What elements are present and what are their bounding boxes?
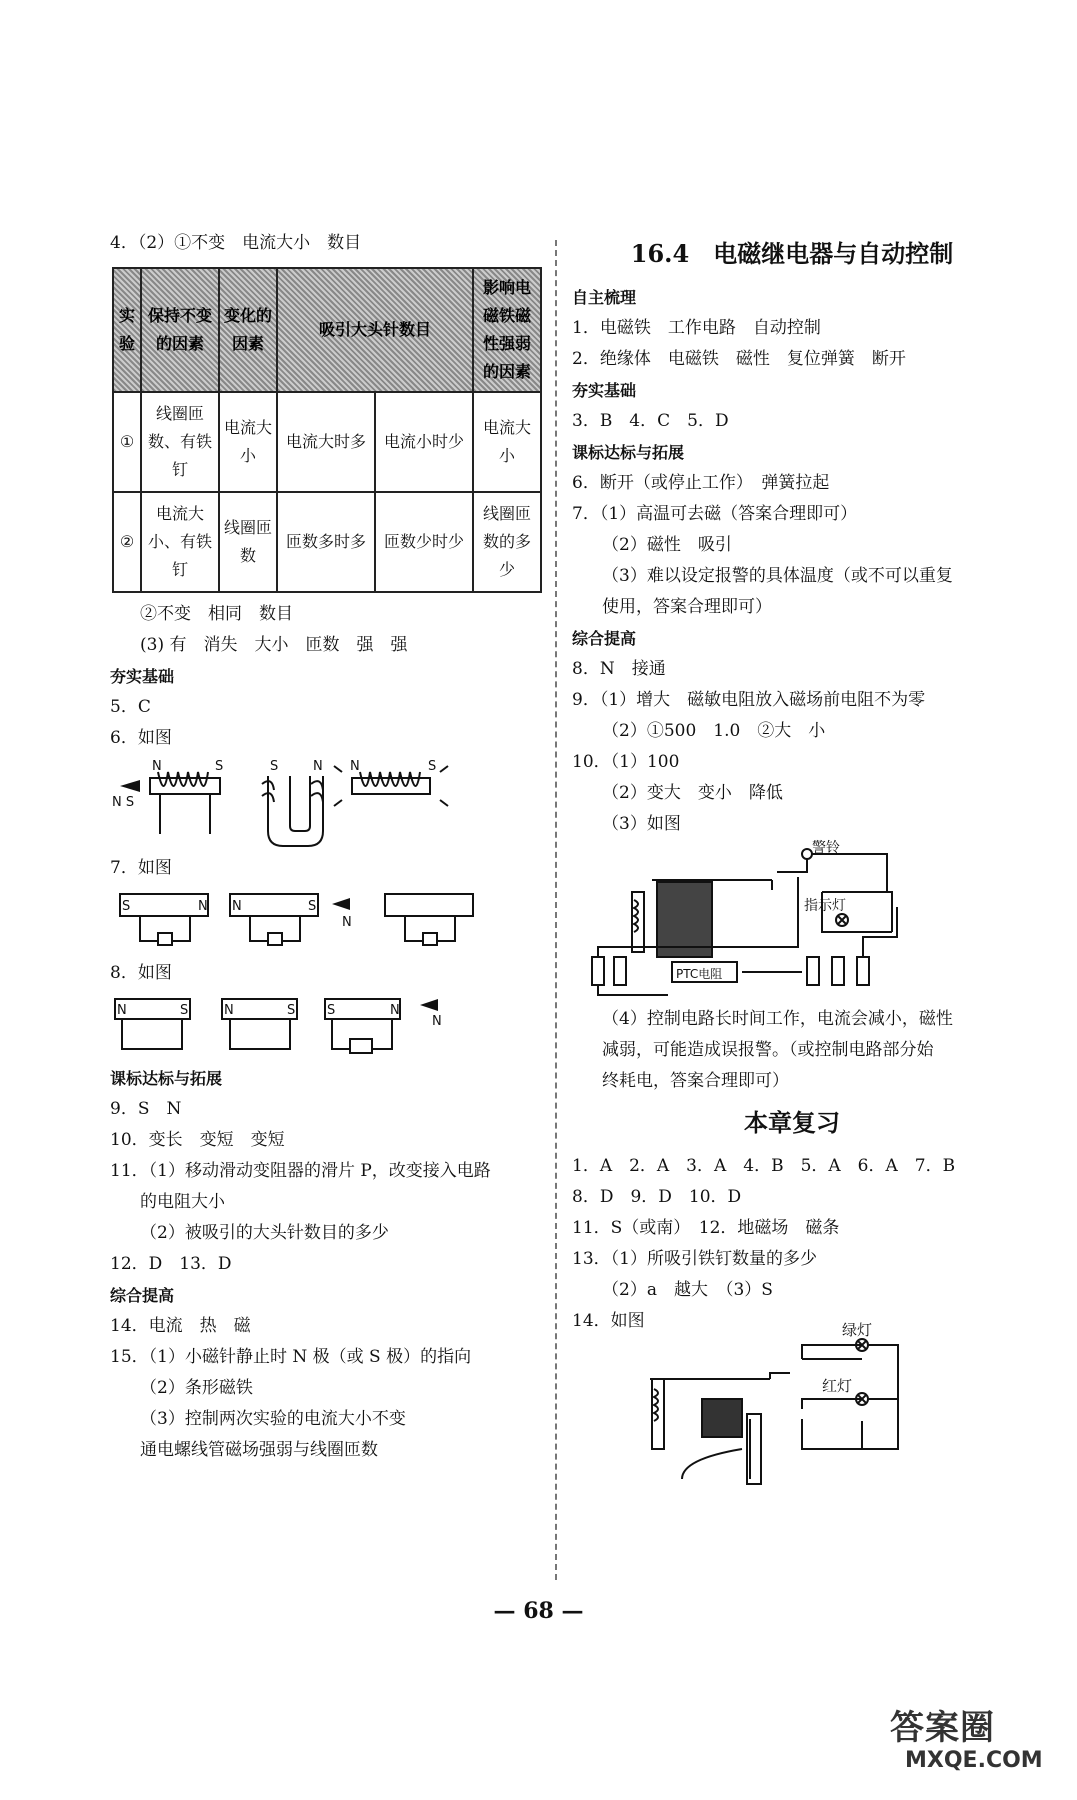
table-cell: 电流大时多	[277, 392, 375, 492]
table-cell: 线圈匝数的多少	[473, 492, 541, 592]
answer-r10-4: （4）控制电路长时间工作，电流会减小，磁性	[602, 1009, 953, 1029]
figure-6-solenoids	[110, 756, 540, 851]
answer-r7-2: （2）磁性 吸引	[602, 535, 732, 555]
answer-r10-4-cont2: 终耗电，答案合理即可）	[602, 1071, 789, 1091]
table-row	[113, 492, 541, 592]
review-answers-5: （2）a 越大 （3）S	[602, 1280, 773, 1300]
svg-text:N: N	[342, 915, 352, 930]
svg-text:N S: N S	[112, 795, 135, 810]
answer-r2: 2．绝缘体 电磁铁 磁性 复位弹簧 断开	[572, 349, 906, 369]
right-column	[572, 228, 1012, 1491]
answer-r10-3: （3）如图	[602, 814, 681, 834]
table-header: 吸引大头针数目	[277, 268, 473, 392]
watermark-logo: 答案圈	[890, 1708, 995, 1748]
svg-text:N: N	[152, 759, 162, 774]
answer-r7-cont: 使用，答案合理即可）	[602, 597, 772, 617]
answer-11: 11．（1）移动滑动变阻器的滑片 P，改变接入电路	[110, 1161, 491, 1181]
svg-text:N: N	[198, 899, 208, 914]
answer-r7-3: （3）难以设定报警的具体温度（或不可以重复	[602, 566, 953, 586]
svg-text:N: N	[313, 759, 323, 774]
svg-text:N: N	[350, 759, 360, 774]
table-header: 保持不变的因素	[141, 268, 219, 392]
section-heading: 课标达标与拓展	[110, 1069, 223, 1088]
svg-text:S: S	[308, 899, 317, 914]
green-lamp-label: 绿灯	[842, 1321, 873, 1339]
answer-r10-4-cont: 减弱，可能造成误报警。（或控制电路部分始	[602, 1040, 934, 1060]
answer-9: 9．S N	[110, 1099, 182, 1119]
answer-15-4: 通电螺线管磁场强弱与线圈匝数	[140, 1440, 378, 1460]
column-divider	[555, 240, 557, 1580]
figure-10-alarm-circuit	[572, 842, 1002, 1002]
review-answers-2: 8．D 9．D 10．D	[572, 1187, 742, 1207]
answer-7: 7．如图	[110, 858, 172, 878]
table-cell: 电流大小	[473, 392, 541, 492]
svg-text:N: N	[432, 1014, 442, 1029]
svg-text:S: S	[215, 759, 224, 774]
answer-4: 4．（2）①不变 电流大小 数目	[110, 233, 362, 253]
answer-r10-2: （2）变大 变小 降低	[602, 783, 783, 803]
svg-text:S: S	[287, 1003, 296, 1018]
answer-r9-2: （2）①500 1.0 ②大 小	[602, 721, 826, 741]
table-row	[113, 392, 541, 492]
section-heading: 综合提高	[110, 1286, 175, 1305]
svg-text:S: S	[428, 759, 437, 774]
watermark-url: MXQE.COM	[905, 1748, 1043, 1773]
svg-text:N: N	[117, 1003, 127, 1018]
svg-text:S: S	[122, 899, 131, 914]
svg-text:S: S	[180, 1003, 189, 1018]
answer-15-3: （3）控制两次实验的电流大小不变	[140, 1409, 406, 1429]
review-answers-6: 14．如图	[572, 1311, 645, 1331]
left-column	[110, 228, 550, 1466]
answer-r6: 6．断开（或停止工作） 弹簧拉起	[572, 473, 830, 493]
table-cell: 线圈匝数、有铁钉	[141, 392, 219, 492]
section-heading: 夯实基础	[572, 381, 637, 400]
answer-11-cont: 的电阻大小	[140, 1192, 225, 1212]
review-answers-1: 1．A 2．A 3．A 4．B 5．A 6．A 7．B	[572, 1156, 956, 1176]
figure-8-solenoids	[110, 991, 540, 1061]
lamp-label: 指示灯	[804, 898, 846, 914]
table-cell: 匝数多时多	[277, 492, 375, 592]
table-cell: 线圈匝数	[219, 492, 277, 592]
section-heading: 自主梳理	[572, 288, 637, 307]
answer-4-2: ②不变 相同 数目	[140, 604, 293, 624]
answer-5: 5．C	[110, 697, 151, 717]
answer-8: 8．如图	[110, 963, 172, 983]
red-lamp-label: 红灯	[822, 1377, 853, 1395]
table-cell: ②	[113, 492, 141, 592]
table-header-row	[113, 268, 541, 392]
table-cell: ①	[113, 392, 141, 492]
section-heading: 综合提高	[572, 629, 637, 648]
answer-14: 14．电流 热 磁	[110, 1316, 251, 1336]
figure-7-solenoids	[110, 886, 540, 956]
answer-12-13: 12．D 13．D	[110, 1254, 232, 1274]
answer-15: 15．（1）小磁针静止时 N 极（或 S 极）的指向	[110, 1347, 472, 1367]
table-header: 实验	[113, 268, 141, 392]
answer-r9: 9．（1）增大 磁敏电阻放入磁场前电阻不为零	[572, 690, 926, 710]
answer-6: 6．如图	[110, 728, 172, 748]
answer-4-3: (3) 有 消失 大小 匝数 强 强	[140, 635, 408, 655]
table-header: 变化的因素	[219, 268, 277, 392]
review-title: 本章复习	[744, 1108, 840, 1137]
answer-r1: 1．电磁铁 工作电路 自动控制	[572, 318, 821, 338]
table-header: 影响电磁铁磁性强弱的因素	[473, 268, 541, 392]
section-heading: 夯实基础	[110, 667, 175, 686]
bell-label: 警铃	[812, 840, 840, 856]
answer-15-2: （2）条形磁铁	[140, 1378, 253, 1398]
table-cell: 电流大小	[219, 392, 277, 492]
table-cell: 匝数少时少	[375, 492, 473, 592]
review-answers-3: 11．S（或南） 12．地磁场 磁条	[572, 1218, 840, 1238]
table-cell: 电流小时少	[375, 392, 473, 492]
answer-r3: 3．B 4．C 5．D	[572, 411, 729, 431]
svg-text:N: N	[232, 899, 242, 914]
answer-r8: 8．N 接通	[572, 659, 666, 679]
section-title: 16.4 电磁继电器与自动控制	[630, 239, 954, 268]
svg-text:S: S	[327, 1003, 336, 1018]
svg-text:N: N	[224, 1003, 234, 1018]
svg-text:S: S	[270, 759, 279, 774]
answer-r10: 10．（1）100	[572, 752, 680, 772]
section-heading: 课标达标与拓展	[572, 443, 685, 462]
page-number: — 68 —	[493, 1598, 584, 1624]
experiment-table	[112, 267, 542, 593]
svg-text:N: N	[390, 1003, 400, 1018]
table-cell: 电流大小、有铁钉	[141, 492, 219, 592]
review-answers-4: 13．（1）所吸引铁钉数量的多少	[572, 1249, 817, 1269]
ptc-label: PTC电阻	[676, 967, 723, 981]
answer-10: 10．变长 变短 变短	[110, 1130, 285, 1150]
answer-11-2: （2）被吸引的大头针数目的多少	[140, 1223, 389, 1243]
answer-r7: 7．（1）高温可去磁（答案合理即可）	[572, 504, 858, 524]
